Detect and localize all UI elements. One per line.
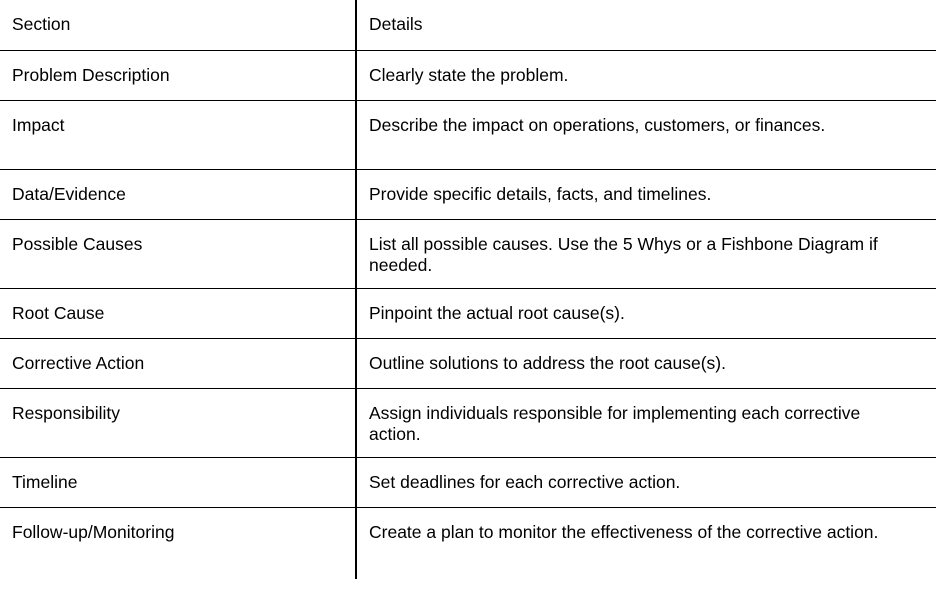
column-header-details: Details	[356, 0, 936, 50]
table-row	[0, 388, 936, 457]
details-cell: Create a plan to monitor the effectiveness of the corrective action.	[369, 521, 879, 542]
table-row	[0, 219, 936, 288]
table-row	[0, 338, 936, 388]
section-cell: Data/Evidence	[0, 169, 356, 219]
table-row	[0, 288, 936, 338]
section-cell: Corrective Action	[0, 338, 356, 388]
details-cell: Clearly state the problem.	[356, 50, 936, 100]
details-cell: Pinpoint the actual root cause(s).	[356, 288, 936, 338]
section-cell: Timeline	[0, 457, 356, 507]
details-cell: Outline solutions to address the root cause(s).	[356, 338, 936, 388]
details-cell: Provide specific details, facts, and timelines.	[356, 169, 936, 219]
table-row	[0, 457, 936, 507]
table-row	[0, 507, 936, 579]
section-cell: Root Cause	[0, 288, 356, 338]
column-header-section: Section	[0, 0, 356, 50]
section-cell: Responsibility	[0, 388, 356, 457]
details-cell: Set deadlines for each corrective action.	[356, 457, 936, 507]
table-row	[0, 50, 936, 100]
section-cell: Problem Description	[0, 50, 356, 100]
details-cell: List all possible causes. Use the 5 Whys or a Fishbone Diagram if needed.	[356, 219, 936, 288]
table-row	[0, 100, 936, 169]
details-cell: Describe the impact on operations, customers, or finances.	[356, 100, 936, 169]
section-cell: Impact	[0, 100, 356, 169]
table-row	[0, 169, 936, 219]
table-header-row	[0, 0, 936, 50]
details-cell: Assign individuals responsible for implementing each corrective action.	[356, 388, 936, 457]
section-cell: Possible Causes	[0, 219, 356, 288]
section-cell: Follow-up/Monitoring	[0, 507, 356, 579]
